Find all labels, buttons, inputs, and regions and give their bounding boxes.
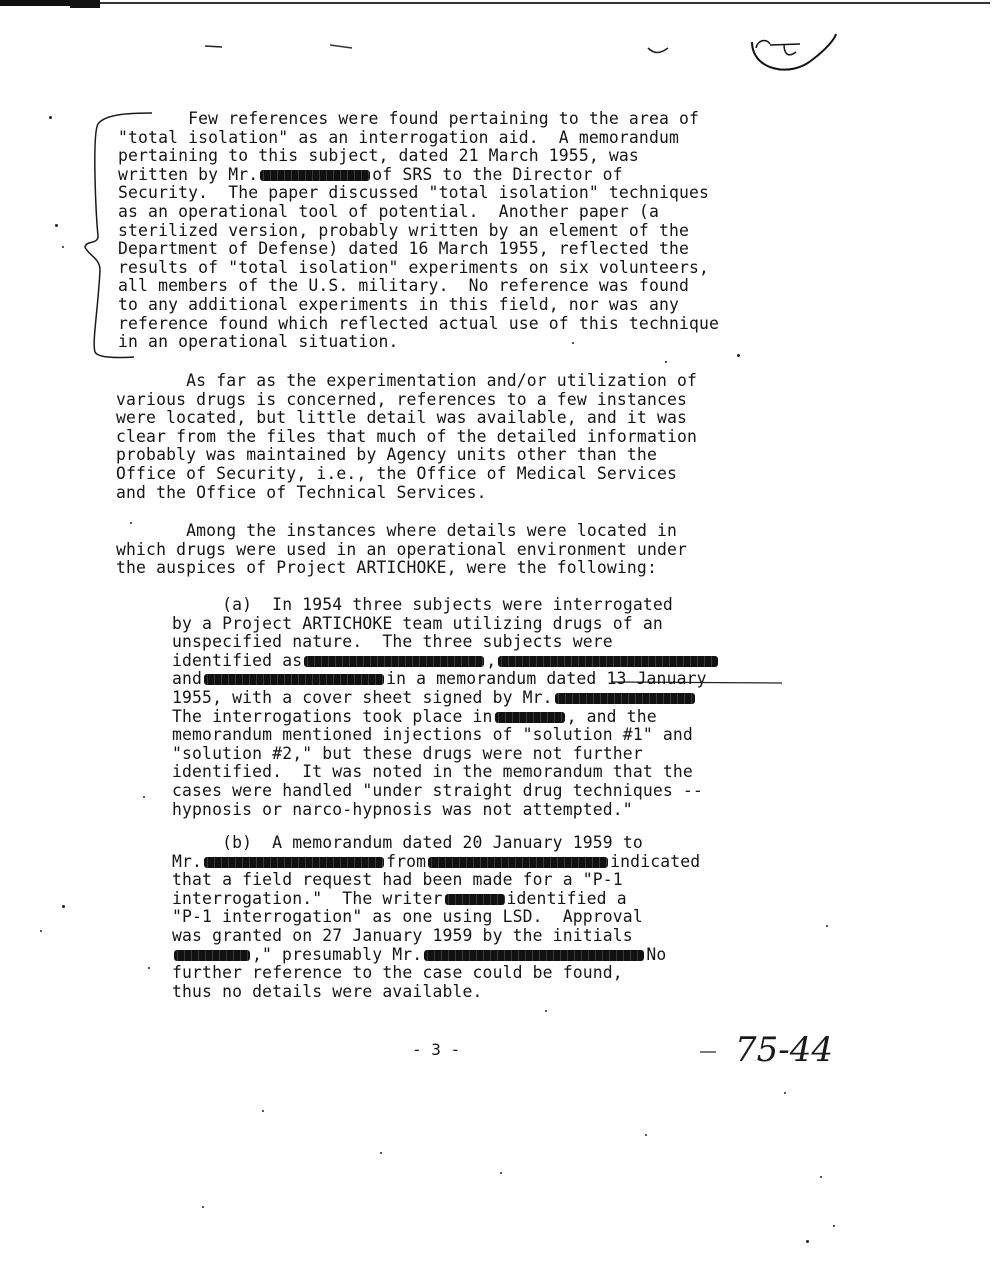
p3-line-1: Among the instances where details were located in [186,521,678,540]
pb-line-2a: Mr. [172,851,203,871]
paragraph-artichoke-instances [116,522,687,578]
p2-line-2: various drugs is concerned, references to a few instances [116,389,688,409]
pb-line-6: was granted on 27 January 1959 by the initials [172,925,633,945]
pa-line-12: hypnosis or narco-hypnosis was not attempted." [172,799,633,819]
redaction-bar [555,693,695,704]
p2-line-6: Office of Security, i.e., the Office of Medical Services [116,463,678,483]
paragraph-drugs-experimentation [116,372,697,502]
redaction-bar [428,857,608,868]
p1-line-4b: of SRS to the Director of [372,164,623,184]
p1-line-2: "total isolation" as an interrogation aid. A memorandum [118,127,680,147]
paragraph-total-isolation [118,110,719,352]
p1-line-6: as an operational tool of potential. Another paper (a [118,201,659,221]
pa-line-3: unspecified nature. The three subjects were [172,632,613,652]
p1-line-13: in an operational situation. [118,332,399,352]
redaction-bar [495,712,565,723]
pb-line-7a: ," presumably Mr. [252,944,423,964]
pa-line-7a: The interrogations took place in [172,706,493,726]
pb-line-5: "P-1 interrogation" as one using LSD. Approval [172,907,643,927]
redaction-bar [260,170,370,181]
p2-line-1: As far as the experimentation and/or utilization of [186,371,698,390]
handwritten-page-mark: 75-44 [735,1030,834,1070]
pa-line-4a: identified as [172,650,303,670]
redaction-bar [204,674,384,685]
p3-line-3: the auspices of Project ARTICHOKE, were the following: [116,558,657,578]
pb-line-3: that a field request had been made for a "P-1 [172,870,623,890]
page-number: - 3 - [412,1040,461,1059]
redaction-bar [174,950,250,961]
redaction-bar [498,656,718,667]
pa-line-10: identified. It was noted in the memorandum that the [172,762,693,782]
p1-line-8: Department of Defense) dated 16 March 1955, reflected the [118,239,690,259]
redaction-bar [424,950,644,961]
p1-line-7: sterilized version, probably written by an element of the [118,220,690,240]
p1-line-5: Security. The paper discussed "total isolation" techniques [118,183,710,203]
p1-line-10: all members of the U.S. military. No reference was found [118,276,690,296]
p1-line-3: pertaining to this subject, dated 21 March 1955, was [118,146,639,166]
redaction-bar [204,857,384,868]
pa-line-5b: in a memorandum dated 13 January [386,669,707,689]
pb-line-4a: interrogation." The writer [172,888,443,908]
p1-line-4a: written by Mr. [118,164,259,184]
redaction-bar [304,656,484,667]
pb-line-4b: identified a [506,888,627,908]
pb-line-1: (b) A memorandum dated 20 January 1959 to [222,833,643,852]
pb-line-2b: from [386,851,427,871]
p3-line-2: which drugs were used in an operational environment under [116,539,688,559]
pa-line-7b: , and the [566,706,657,726]
pa-line-11: cases were handled "under straight drug techniques -- [172,780,703,800]
p1-line-9: results of "total isolation" experiments on six volunteers, [118,257,710,277]
p2-line-5: probably was maintained by Agency units other than the [116,445,657,465]
pa-line-8: memorandum mentioned injections of "solution #1" and [172,725,693,745]
p1-line-12: reference found which reflected actual use of this technique [118,313,720,333]
pa-line-1: (a) In 1954 three subjects were interrogated [222,595,673,614]
pa-line-2: by a Project ARTICHOKE team utilizing drugs of an [172,613,663,633]
paragraph-item-b [172,834,700,1001]
pa-line-4b: , [486,650,497,670]
pa-line-6: 1955, with a cover sheet signed by Mr. [172,687,553,707]
pb-line-9: thus no details were available. [172,981,483,1001]
p2-line-7: and the Office of Technical Services. [116,482,487,502]
p2-line-3: were located, but little detail was available, and it was [116,408,688,428]
p1-line-11: to any additional experiments in this field, nor was any [118,294,680,314]
redaction-bar [445,894,505,905]
p2-line-4: clear from the files that much of the detailed information [116,426,698,446]
pa-line-9: "solution #2," but these drugs were not further [172,743,643,763]
p1-line-1: Few references were found pertaining to the area of [188,109,700,128]
pb-line-8: further reference to the case could be found, [172,963,623,983]
paragraph-item-a [172,596,720,819]
pb-line-7b: No [646,944,667,964]
pb-line-2c: indicated [610,851,701,871]
pa-line-5a: and [172,669,203,689]
